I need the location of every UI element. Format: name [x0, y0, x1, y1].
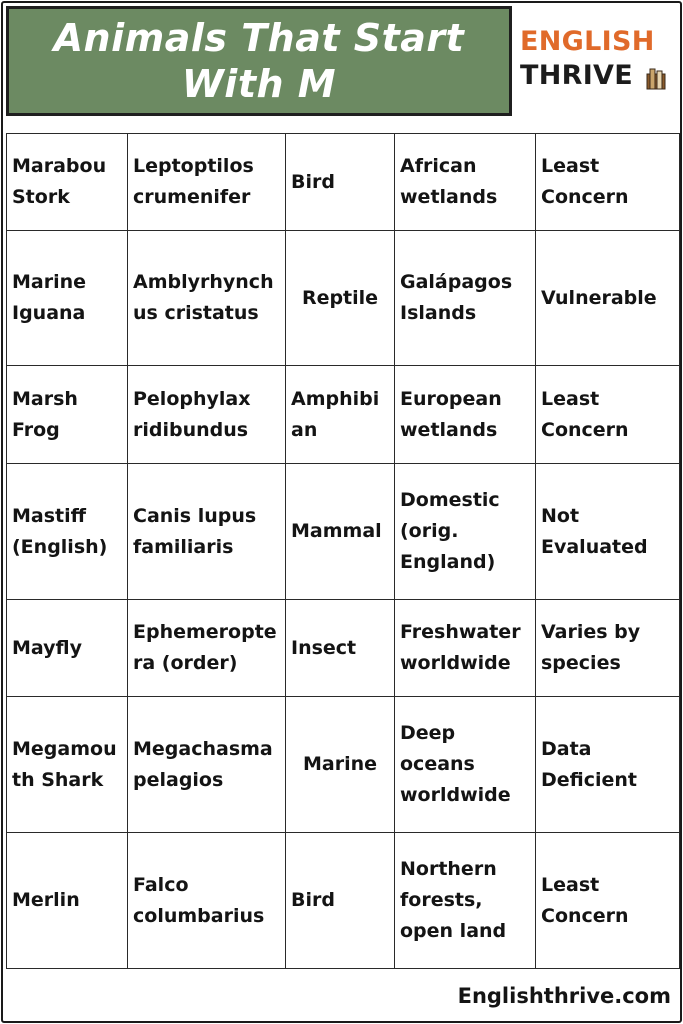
animal-name-cell: Merlin — [7, 833, 128, 969]
habitat-cell: Domestic (orig. England) — [395, 464, 536, 600]
table-row — [7, 600, 680, 697]
class-cell: Bird — [286, 833, 395, 969]
animal-name-cell: Megamouth Shark — [7, 697, 128, 833]
english-thrive-logo — [520, 26, 670, 98]
scientific-name-cell: Leptoptilos crumenifer — [128, 134, 286, 231]
status-cell: Data Deficient — [536, 697, 680, 833]
table-row — [7, 464, 680, 600]
scientific-name-cell: Canis lupus familiaris — [128, 464, 286, 600]
status-cell: Least Concern — [536, 833, 680, 969]
title-banner — [6, 6, 512, 116]
scientific-name-cell: Falco columbarius — [128, 833, 286, 969]
habitat-cell: Deep oceans worldwide — [395, 697, 536, 833]
logo-word-thrive: THRIVE — [520, 60, 633, 91]
book-icon — [646, 66, 666, 90]
status-cell: Not Evaluated — [536, 464, 680, 600]
habitat-cell: African wetlands — [395, 134, 536, 231]
animal-name-cell: Marabou Stork — [7, 134, 128, 231]
habitat-cell: Northern forests, open land — [395, 833, 536, 969]
table-row — [7, 134, 680, 231]
animal-name-cell: Marsh Frog — [7, 366, 128, 464]
class-cell: Insect — [286, 600, 395, 697]
table-row — [7, 697, 680, 833]
class-cell: Amphibian — [286, 366, 395, 464]
logo-word-english: ENGLISH — [520, 26, 655, 57]
status-cell: Varies by species — [536, 600, 680, 697]
website-footer: Englishthrive.com — [457, 984, 671, 1008]
animal-name-cell: Marine Iguana — [7, 231, 128, 366]
page-title: Animals That Start With M — [53, 16, 465, 106]
table-row — [7, 231, 680, 366]
habitat-cell: Galápagos Islands — [395, 231, 536, 366]
class-cell: Bird — [286, 134, 395, 231]
scientific-name-cell: Ephemeroptera (order) — [128, 600, 286, 697]
table-row — [7, 833, 680, 969]
animals-table — [6, 133, 680, 969]
class-cell: Marine — [286, 697, 395, 833]
status-cell: Least Concern — [536, 366, 680, 464]
status-cell: Least Concern — [536, 134, 680, 231]
scientific-name-cell: Pelophylax ridibundus — [128, 366, 286, 464]
status-cell: Vulnerable — [536, 231, 680, 366]
habitat-cell: European wetlands — [395, 366, 536, 464]
table-row — [7, 366, 680, 464]
animal-name-cell: Mastiff (English) — [7, 464, 128, 600]
scientific-name-cell: Megachasma pelagios — [128, 697, 286, 833]
scientific-name-cell: Amblyrhynchus cristatus — [128, 231, 286, 366]
animal-name-cell: Mayfly — [7, 600, 128, 697]
class-cell: Mammal — [286, 464, 395, 600]
habitat-cell: Freshwater worldwide — [395, 600, 536, 697]
class-cell: Reptile — [286, 231, 395, 366]
